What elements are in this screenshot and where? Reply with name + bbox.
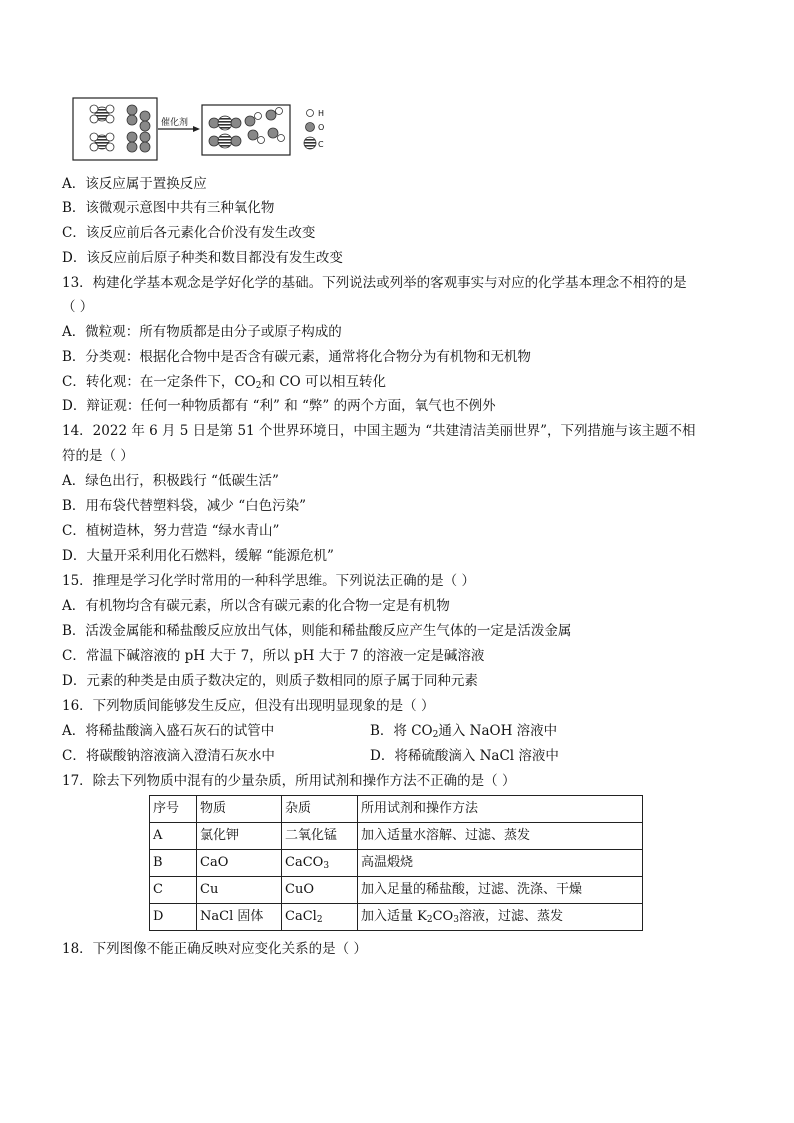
q13-option-a[interactable]: A．微粒观：所有物质都是由分子或原子构成的 xyxy=(62,324,342,340)
q13-stem: 13．构建化学基本观念是学好化学的基础。下列说法或列举的客观事实与对应的化学基本理念不相符的是 xyxy=(62,275,687,291)
q15-option-b[interactable]: B．活泼金属能和稀盐酸反应放出气体，则能和稀盐酸反应产生气体的一定是活泼金属 xyxy=(62,623,572,639)
q16-option-a[interactable]: A．将稀盐酸滴入盛石灰石的试管中 xyxy=(62,723,275,739)
q13-option-d[interactable]: D．辩证观：任何一种物质都有 “利” 和 “弊” 的两个方面，氧气也不例外 xyxy=(62,398,496,414)
table-cell: CaCl$_2$ xyxy=(282,904,358,931)
table-row xyxy=(150,823,643,850)
q17-stem: 17．除去下列物质中混有的少量杂质，所用试剂和操作方法不正确的是（ ） xyxy=(62,773,516,789)
header-cell: 物质 xyxy=(197,796,282,823)
product-co2-1 xyxy=(209,116,241,130)
table-cell: CaCO$_3$ xyxy=(282,850,358,877)
q16-stem: 16．下列物质间能够发生反应，但没有出现明显现象的是（ ） xyxy=(62,698,435,714)
q14-option-d[interactable]: D．大量开采利用化石燃料，缓解 “能源危机” xyxy=(62,548,334,564)
q14-option-b[interactable]: B．用布袋代替塑料袋，减少 “白色污染” xyxy=(62,498,307,514)
q12-option-c[interactable]: C．该反应前后各元素化合价没有发生改变 xyxy=(62,225,316,241)
table-cell: D xyxy=(150,904,197,931)
table-cell: 高温煅烧 xyxy=(358,850,643,877)
legend-h: H xyxy=(318,109,325,118)
table-cell: CaO xyxy=(197,850,282,877)
legend-o: O xyxy=(318,123,325,132)
q17-table xyxy=(149,795,643,931)
table-row xyxy=(150,877,643,904)
q14-stem-line2: 符的是（ ） xyxy=(62,448,134,464)
header-cell: 所用试剂和操作方法 xyxy=(358,796,643,823)
q12-option-d[interactable]: D．该反应前后原子种类和数目都没有发生改变 xyxy=(62,250,343,266)
q15-option-d[interactable]: D．元素的种类是由质子数决定的，则质子数相同的原子属于同种元素 xyxy=(62,673,478,689)
q13-paren: （ ） xyxy=(62,299,94,315)
table-cell: C xyxy=(150,877,197,904)
q14-stem-line1: 14．2022 年 6 月 5 日是第 51 个世界环境日，中国主题为 “共建清洁美丽世界”，下列措施与该主题不相 xyxy=(62,423,696,439)
q15-option-c[interactable]: C．常温下碱溶液的 pH 大于 7，所以 pH 大于 7 的溶液一定是碱溶液 xyxy=(62,648,485,664)
table-cell: B xyxy=(150,850,197,877)
table-cell: A xyxy=(150,823,197,850)
table-cell: CuO xyxy=(282,877,358,904)
q12-option-a[interactable]: A．该反应属于置换反应 xyxy=(62,176,207,192)
q16-option-c[interactable]: C．将碳酸钠溶液滴入澄清石灰水中 xyxy=(62,748,275,764)
diagram-legend xyxy=(304,109,324,149)
q13-option-b[interactable]: B．分类观：根据化合物中是否含有碳元素，通常将化合物分为有机物和无机物 xyxy=(62,349,531,365)
catalyst-label: 催化剂 xyxy=(161,118,189,128)
q16-option-b[interactable]: B．将 $CO_2$通入 NaOH 溶液中 xyxy=(370,723,558,740)
table-cell: 加入足量的稀盐酸，过滤、洗涤、干燥 xyxy=(358,877,643,904)
table-header-row xyxy=(150,796,643,823)
q15-stem: 15．推理是学习化学时常用的一种科学思维。下列说法正确的是（ ） xyxy=(62,573,475,589)
table-cell: 加入适量 $K_2CO_3$溶液，过滤、蒸发 xyxy=(358,904,643,931)
table-cell: 氯化钾 xyxy=(197,823,282,850)
q14-option-c[interactable]: C．植树造林，努力营造 “绿水青山” xyxy=(62,523,280,539)
table-row xyxy=(150,850,643,877)
q15-option-a[interactable]: A．有机物均含有碳元素，所以含有碳元素的化合物一定是有机物 xyxy=(62,598,450,614)
q13-option-c[interactable]: C．转化观：在一定条件下，$CO_2$和 CO 可以相互转化 xyxy=(62,374,386,391)
table-cell: Cu xyxy=(197,877,282,904)
header-cell: 序号 xyxy=(150,796,197,823)
q18-stem: 18．下列图像不能正确反映对应变化关系的是（ ） xyxy=(62,941,367,957)
product-co2-2 xyxy=(209,134,241,148)
table-cell: 加入适量水溶解、过滤、蒸发 xyxy=(358,823,643,850)
q14-option-a[interactable]: A．绿色出行，积极践行 “低碳生活” xyxy=(62,473,279,489)
header-cell: 杂质 xyxy=(282,796,358,823)
table-row xyxy=(150,904,643,931)
reaction-diagram xyxy=(72,97,342,163)
table-cell: 二氧化锰 xyxy=(282,823,358,850)
table-cell: NaCl 固体 xyxy=(197,904,282,931)
q16-option-d[interactable]: D．将稀硫酸滴入 NaCl 溶液中 xyxy=(370,748,559,764)
q12-option-b[interactable]: B．该微观示意图中共有三种氧化物 xyxy=(62,200,275,216)
legend-c: C xyxy=(318,140,324,149)
